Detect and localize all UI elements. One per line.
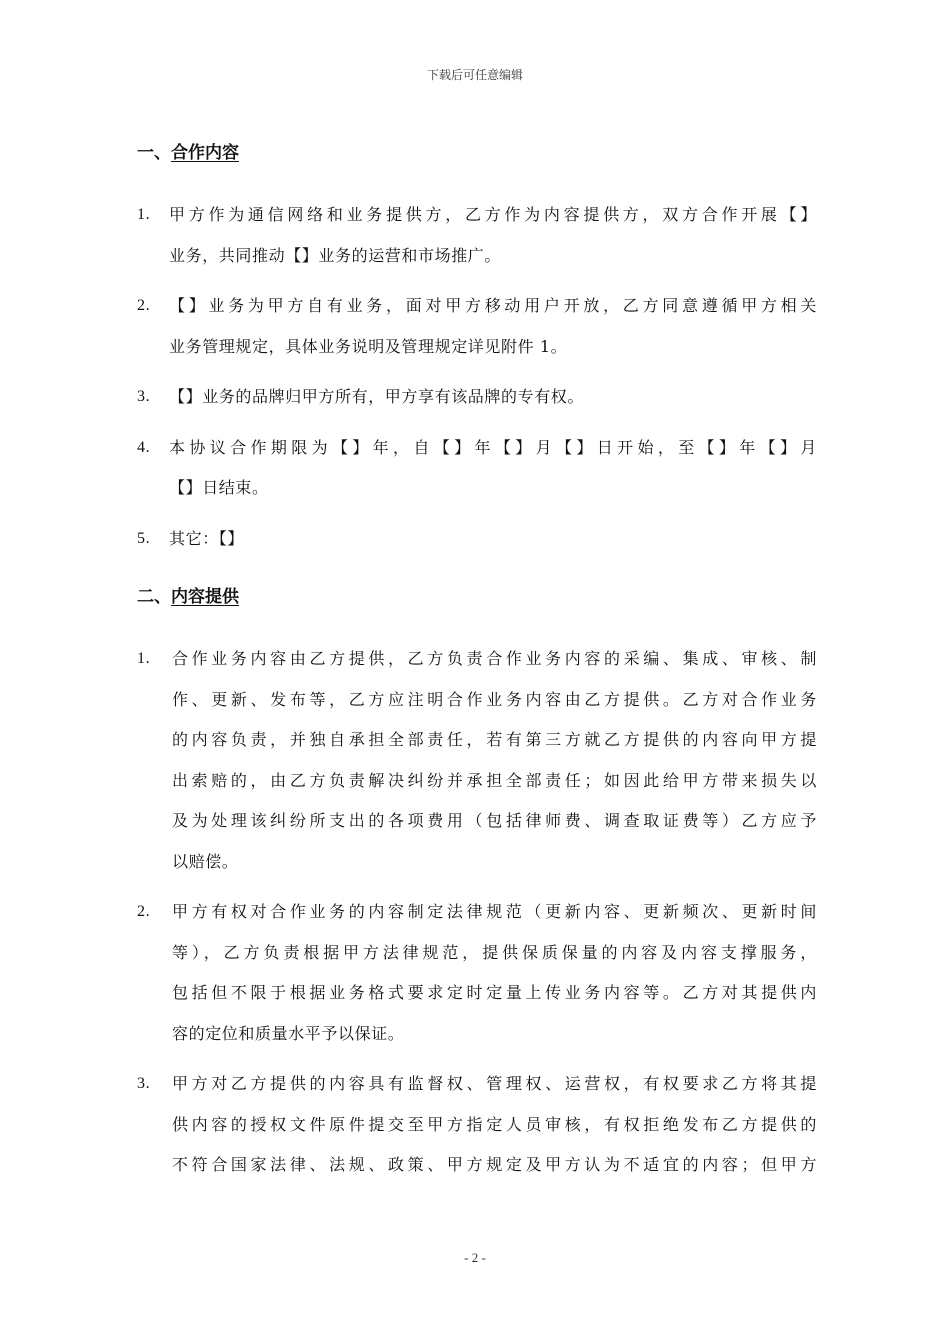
item-text-line: 甲方作为通信网络和业务提供方，乙方作为内容提供方，双方合作开展【】 (169, 205, 817, 224)
item-text-line: 等），乙方负责根据甲方法律规范，提供保质保量的内容及内容支撑服务， (172, 942, 817, 962)
item-text-line: 作、更新、发布等，乙方应注明合作业务内容由乙方提供。乙方对合作业务 (172, 689, 817, 709)
item-text-line: 【】业务的品牌归甲方所有，甲方享有该品牌的专有权。 (169, 387, 585, 406)
section-title (137, 585, 817, 609)
section-number: 二、 (137, 587, 171, 607)
item-text-line: 业务管理规定，具体业务说明及管理规定详见附件 1。 (169, 336, 568, 356)
list-item (137, 195, 817, 276)
list-item (137, 286, 817, 367)
item-number: 3. (137, 1075, 151, 1092)
item-number: 2. (137, 297, 151, 314)
list-item (137, 639, 817, 882)
item-text-line: 甲方对乙方提供的内容具有监督权、管理权、运营权，有权要求乙方将其提 (172, 1074, 817, 1093)
item-text-line: 不符合国家法律、法规、政策、甲方规定及甲方认为不适宜的内容；但甲方 (172, 1155, 817, 1174)
list-item (137, 428, 817, 509)
item-number: 1. (137, 650, 151, 667)
item-text-line: 的内容负责，并独自承担全部责任，若有第三方就乙方提供的内容向甲方提 (172, 730, 817, 749)
item-number: 2. (137, 903, 151, 920)
section-number: 一、 (137, 143, 171, 163)
item-text-line: 出索赔的，由乙方负责解决纠纷并承担全部责任；如因此给甲方带来损失以 (172, 770, 817, 790)
item-text-line: 【】日结束。 (169, 478, 269, 497)
item-text-line: 合作业务内容由乙方提供，乙方负责合作业务内容的采编、集成、审核、制 (172, 649, 817, 668)
document-body (137, 141, 817, 1196)
section-heading: 合作内容 (171, 143, 239, 163)
section-content-list (137, 195, 817, 559)
item-text-line: 容的定位和质量水平予以保证。 (172, 1023, 405, 1043)
item-text-line: 【】业务为甲方自有业务，面对甲方移动用户开放，乙方同意遵循甲方相关 (169, 296, 817, 315)
item-number: 3. (137, 388, 151, 405)
item-number: 1. (137, 206, 151, 223)
item-text-line: 包括但不限于根据业务格式要求定时定量上传业务内容等。乙方对其提供内 (172, 983, 817, 1002)
item-text-line: 及为处理该纠纷所支出的各项费用（包括律师费、调查取证费等）乙方应予 (172, 811, 817, 830)
list-item (137, 519, 817, 560)
page-header: 下载后可任意编辑 (426, 68, 523, 82)
list-item (137, 1064, 817, 1186)
list-item (137, 377, 817, 418)
page-number: - 2 - (464, 1250, 486, 1265)
item-text-line: 供内容的授权文件原件提交至甲方指定人员审核，有权拒绝发布乙方提供的 (172, 1114, 817, 1134)
item-number: 4. (137, 438, 151, 456)
item-text-line: 以赔偿。 (172, 851, 239, 871)
list-item (137, 892, 817, 1054)
item-text-line: 业务，共同推动【】业务的运营和市场推广。 (169, 245, 502, 265)
item-text-line: 甲方有权对合作业务的内容制定法律规范（更新内容、更新频次、更新时间 (172, 902, 817, 921)
section-title (137, 141, 817, 165)
item-text-line: 其它：【】 (169, 528, 245, 548)
section-content-list (137, 639, 817, 1186)
item-text-line: 本协议合作期限为【】年，自【】年【】月【】日开始，至【】年【】月 (169, 437, 817, 457)
section-heading: 内容提供 (171, 587, 239, 607)
item-number: 5. (137, 529, 151, 547)
